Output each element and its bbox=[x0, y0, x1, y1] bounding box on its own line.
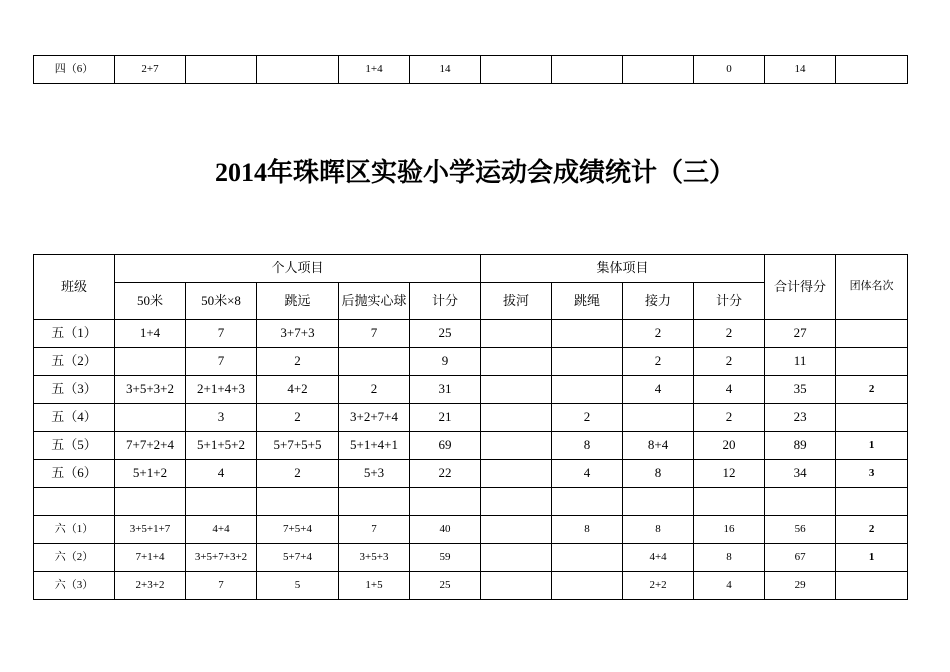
table-cell: 56 bbox=[765, 516, 836, 544]
table-cell: 五（3） bbox=[34, 376, 115, 404]
table-cell: 67 bbox=[765, 544, 836, 572]
table-cell: 8 bbox=[552, 432, 623, 460]
table-cell: 25 bbox=[410, 572, 481, 600]
table-cell: 16 bbox=[694, 516, 765, 544]
page-title: 2014年珠晖区实验小学运动会成绩统计（三） bbox=[214, 158, 735, 187]
table-row bbox=[34, 432, 908, 460]
table-cell bbox=[623, 404, 694, 432]
table-cell: 0 bbox=[694, 56, 765, 84]
table-row bbox=[34, 320, 908, 348]
empty-cell bbox=[410, 488, 481, 516]
table-cell: 3 bbox=[836, 460, 908, 488]
table-cell: 40 bbox=[410, 516, 481, 544]
table-cell bbox=[186, 56, 257, 84]
table-cell: 4+4 bbox=[623, 544, 694, 572]
table-cell: 1 bbox=[836, 544, 908, 572]
table-cell: 2 bbox=[623, 348, 694, 376]
table-cell: 3+7+3 bbox=[257, 320, 339, 348]
table-cell: 14 bbox=[410, 56, 481, 84]
table-cell: 4 bbox=[552, 460, 623, 488]
table-cell: 23 bbox=[765, 404, 836, 432]
table-cell: 2 bbox=[694, 404, 765, 432]
table-cell: 3+5+1+7 bbox=[115, 516, 186, 544]
table-cell: 2 bbox=[623, 320, 694, 348]
table-cell: 2+2 bbox=[623, 572, 694, 600]
table-cell bbox=[481, 56, 552, 84]
empty-cell bbox=[765, 488, 836, 516]
table-cell: 六（3） bbox=[34, 572, 115, 600]
separator-row bbox=[34, 488, 908, 516]
table-cell: 5+1+5+2 bbox=[186, 432, 257, 460]
empty-cell bbox=[186, 488, 257, 516]
table-row bbox=[34, 460, 908, 488]
header-50m: 50米 bbox=[115, 283, 186, 320]
header-individual-score: 计分 bbox=[410, 283, 481, 320]
empty-cell bbox=[257, 488, 339, 516]
table-cell: 11 bbox=[765, 348, 836, 376]
table-cell: 4+2 bbox=[257, 376, 339, 404]
empty-cell bbox=[694, 488, 765, 516]
table-cell bbox=[552, 320, 623, 348]
header-individual: 个人项目 bbox=[115, 255, 481, 283]
table-cell: 2 bbox=[836, 516, 908, 544]
header-group-score: 计分 bbox=[694, 283, 765, 320]
table-cell: 9 bbox=[410, 348, 481, 376]
table-cell: 3+5+3 bbox=[339, 544, 410, 572]
header-tug-of-war: 拔河 bbox=[481, 283, 552, 320]
table-cell: 35 bbox=[765, 376, 836, 404]
table-cell bbox=[481, 572, 552, 600]
table-cell: 5+1+2 bbox=[115, 460, 186, 488]
table-cell: 2 bbox=[836, 376, 908, 404]
table-cell: 2+7 bbox=[115, 56, 186, 84]
table-cell: 1+4 bbox=[339, 56, 410, 84]
table-cell: 四（6） bbox=[34, 56, 115, 84]
table-cell bbox=[481, 348, 552, 376]
table-cell bbox=[481, 320, 552, 348]
table-cell: 14 bbox=[765, 56, 836, 84]
table-cell: 7 bbox=[186, 572, 257, 600]
table-cell bbox=[836, 320, 908, 348]
table-cell: 1 bbox=[836, 432, 908, 460]
table-cell bbox=[552, 572, 623, 600]
empty-cell bbox=[34, 488, 115, 516]
empty-cell bbox=[836, 488, 908, 516]
table-cell: 五（4） bbox=[34, 404, 115, 432]
table-cell: 7+5+4 bbox=[257, 516, 339, 544]
score-table bbox=[33, 254, 908, 600]
table-cell bbox=[481, 432, 552, 460]
table-cell: 五（6） bbox=[34, 460, 115, 488]
table-cell: 8 bbox=[623, 516, 694, 544]
table-cell: 2 bbox=[257, 404, 339, 432]
header-rope-skipping: 跳绳 bbox=[552, 283, 623, 320]
table-cell bbox=[552, 544, 623, 572]
empty-cell bbox=[481, 488, 552, 516]
header-long-jump: 跳远 bbox=[257, 283, 339, 320]
table-cell: 2 bbox=[694, 320, 765, 348]
table-cell: 22 bbox=[410, 460, 481, 488]
table-cell: 2 bbox=[257, 348, 339, 376]
table-cell bbox=[836, 348, 908, 376]
table-cell: 4 bbox=[186, 460, 257, 488]
header-rank: 团体名次 bbox=[836, 255, 908, 320]
table-cell: 7+7+2+4 bbox=[115, 432, 186, 460]
table-cell: 7 bbox=[186, 320, 257, 348]
header-relay: 接力 bbox=[623, 283, 694, 320]
table-cell: 3+5+3+2 bbox=[115, 376, 186, 404]
table-cell: 12 bbox=[694, 460, 765, 488]
table-cell: 27 bbox=[765, 320, 836, 348]
table-cell: 2+1+4+3 bbox=[186, 376, 257, 404]
table-cell: 3+5+7+3+2 bbox=[186, 544, 257, 572]
table-cell bbox=[552, 56, 623, 84]
table-cell: 4+4 bbox=[186, 516, 257, 544]
table-cell bbox=[257, 56, 339, 84]
table-cell bbox=[836, 56, 908, 84]
table-cell bbox=[836, 572, 908, 600]
table-cell: 5+7+4 bbox=[257, 544, 339, 572]
table-cell: 2 bbox=[552, 404, 623, 432]
table-cell: 4 bbox=[623, 376, 694, 404]
table-cell bbox=[836, 404, 908, 432]
continued-score-body bbox=[34, 56, 908, 84]
table-cell: 2 bbox=[257, 460, 339, 488]
table-row bbox=[34, 56, 908, 84]
table-cell: 7+1+4 bbox=[115, 544, 186, 572]
continued-score-table bbox=[33, 55, 908, 84]
table-cell bbox=[339, 348, 410, 376]
header-50m-relay: 50米×8 bbox=[186, 283, 257, 320]
table-row bbox=[34, 376, 908, 404]
table-cell bbox=[481, 404, 552, 432]
table-cell bbox=[115, 348, 186, 376]
table-cell: 69 bbox=[410, 432, 481, 460]
empty-cell bbox=[552, 488, 623, 516]
table-cell: 5+1+4+1 bbox=[339, 432, 410, 460]
table-cell bbox=[115, 404, 186, 432]
header-class: 班级 bbox=[34, 255, 115, 320]
table-cell: 34 bbox=[765, 460, 836, 488]
table-cell: 29 bbox=[765, 572, 836, 600]
table-cell: 3 bbox=[186, 404, 257, 432]
table-row bbox=[34, 404, 908, 432]
table-cell: 5+7+5+5 bbox=[257, 432, 339, 460]
table-cell: 五（5） bbox=[34, 432, 115, 460]
table-cell: 8 bbox=[623, 460, 694, 488]
table-cell bbox=[481, 460, 552, 488]
table-row bbox=[34, 348, 908, 376]
table-cell: 2 bbox=[339, 376, 410, 404]
empty-cell bbox=[115, 488, 186, 516]
empty-cell bbox=[623, 488, 694, 516]
score-body bbox=[34, 320, 908, 600]
table-cell: 7 bbox=[186, 348, 257, 376]
table-cell bbox=[481, 544, 552, 572]
table-cell: 5 bbox=[257, 572, 339, 600]
table-cell: 5+3 bbox=[339, 460, 410, 488]
table-cell: 7 bbox=[339, 320, 410, 348]
table-cell bbox=[552, 348, 623, 376]
table-cell: 89 bbox=[765, 432, 836, 460]
table-cell: 五（2） bbox=[34, 348, 115, 376]
table-cell: 31 bbox=[410, 376, 481, 404]
table-row bbox=[34, 516, 908, 544]
table-cell: 8 bbox=[694, 544, 765, 572]
table-cell bbox=[623, 56, 694, 84]
table-cell: 25 bbox=[410, 320, 481, 348]
header-total: 合计得分 bbox=[765, 255, 836, 320]
table-cell: 五（1） bbox=[34, 320, 115, 348]
table-cell: 六（1） bbox=[34, 516, 115, 544]
table-cell: 21 bbox=[410, 404, 481, 432]
table-cell: 59 bbox=[410, 544, 481, 572]
table-cell bbox=[552, 376, 623, 404]
table-cell: 1+5 bbox=[339, 572, 410, 600]
header-group: 集体项目 bbox=[481, 255, 765, 283]
table-cell: 4 bbox=[694, 376, 765, 404]
table-cell: 4 bbox=[694, 572, 765, 600]
table-cell: 2+3+2 bbox=[115, 572, 186, 600]
table-cell bbox=[481, 516, 552, 544]
table-cell: 8+4 bbox=[623, 432, 694, 460]
empty-cell bbox=[339, 488, 410, 516]
table-cell bbox=[481, 376, 552, 404]
table-cell: 2 bbox=[694, 348, 765, 376]
table-cell: 六（2） bbox=[34, 544, 115, 572]
table-row bbox=[34, 572, 908, 600]
table-cell: 8 bbox=[552, 516, 623, 544]
table-cell: 7 bbox=[339, 516, 410, 544]
header-ball-throw: 后抛实心球 bbox=[339, 283, 410, 320]
table-row bbox=[34, 544, 908, 572]
table-cell: 1+4 bbox=[115, 320, 186, 348]
table-cell: 20 bbox=[694, 432, 765, 460]
table-cell: 3+2+7+4 bbox=[339, 404, 410, 432]
